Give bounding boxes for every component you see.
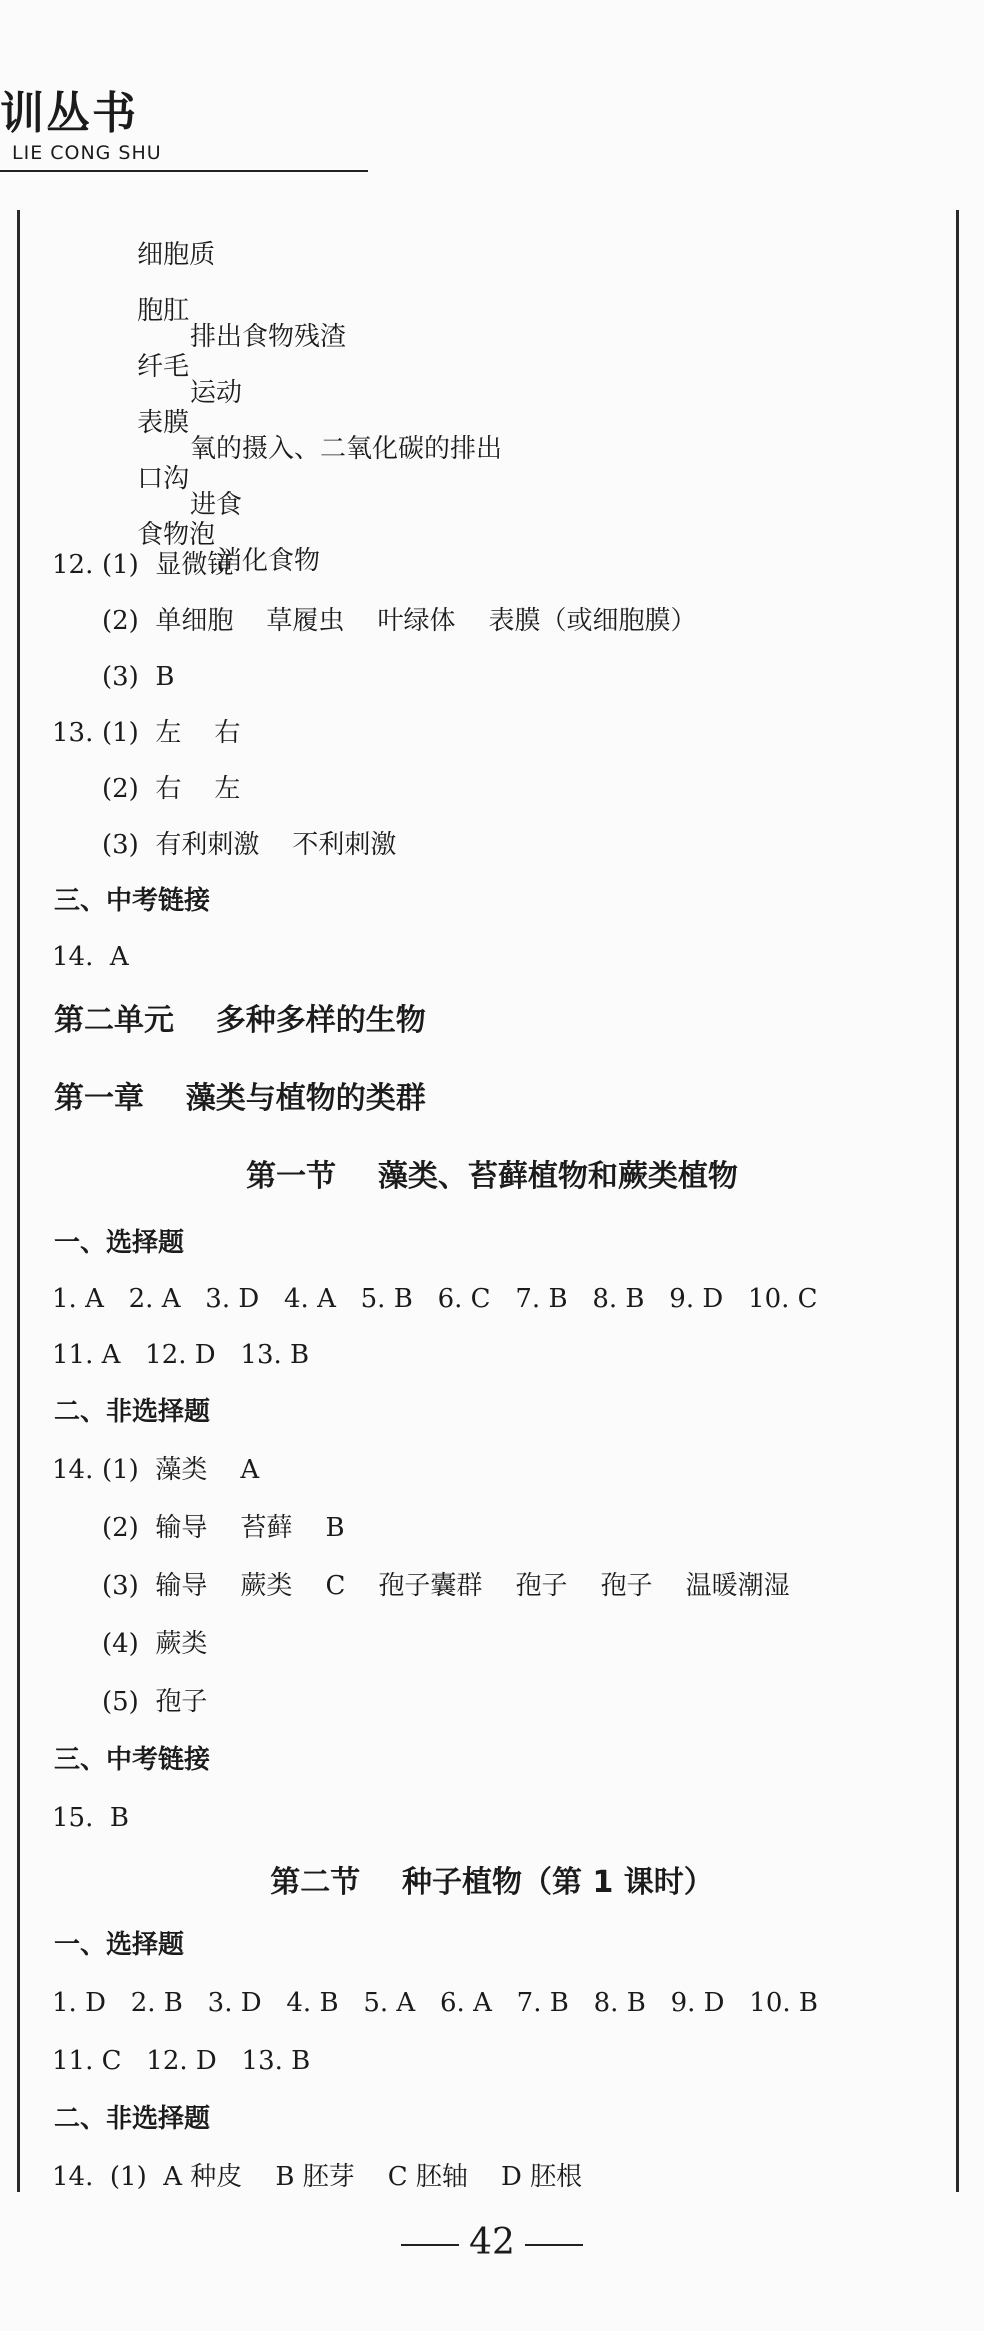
question-13-number: 13. — [52, 718, 94, 748]
lesson-1-q14-part-2: (2) 输导 苔藓 B — [102, 1513, 345, 1543]
lesson-1-q14-number: 14. — [52, 1455, 94, 1485]
question-12-number: 12. — [52, 550, 94, 580]
lesson-2-choice-row-1: 1. D 2. B 3. D 4. B 5. A 6. A 7. B 8. B 9. D 10. B — [52, 1988, 819, 2018]
organelle-function: 运动 — [190, 378, 243, 408]
question-13-part-1: (1) 左 右 — [102, 718, 241, 748]
question-12-part-1: (1) 显微镜 — [102, 550, 234, 580]
question-13-part-2: (2) 右 左 — [102, 774, 241, 804]
series-subtitle: LIE CONG SHU — [12, 142, 162, 164]
lesson-1-title: 第一节 藻类、苔藓植物和蕨类植物 — [246, 1159, 738, 1194]
organelle-name: 食物泡 — [137, 520, 216, 550]
lesson-2-title: 第二节 种子植物（第 1 课时） — [270, 1865, 714, 1900]
lesson-1-choice-row-2: 11. A 12. D 13. B — [52, 1340, 310, 1370]
organelle-name: 细胞质 — [137, 240, 216, 270]
section-heading-exam-link: 三、中考链接 — [54, 886, 211, 916]
question-14-answer: 14. A — [52, 942, 129, 972]
lesson-1-q15-answer: 15. B — [52, 1803, 129, 1833]
organelle-name: 胞肛 — [137, 296, 190, 326]
organelle-function: 氧的摄入、二氧化碳的排出 — [190, 434, 503, 464]
lesson-2-q14-answer: 14. (1) A 种皮 B 胚芽 C 胚轴 D 胚根 — [52, 2162, 583, 2192]
organelle-name: 口沟 — [137, 464, 190, 494]
lesson-1-nonchoice-heading: 二、非选择题 — [54, 1397, 211, 1427]
lesson-1-q14-part-3: (3) 输导 蕨类 C 孢子囊群 孢子 孢子 温暖潮湿 — [102, 1571, 790, 1601]
lesson-2-choice-row-2: 11. C 12. D 13. B — [52, 2046, 311, 2076]
series-title: 训丛书 — [0, 88, 138, 139]
organelle-name: 表膜 — [137, 408, 190, 438]
unit-title: 第二单元 多种多样的生物 — [54, 1003, 426, 1038]
question-12-part-2: (2) 单细胞 草履虫 叶绿体 表膜（或细胞膜） — [102, 606, 697, 636]
page-number-value: 42 — [469, 2222, 515, 2263]
chapter-title: 第一章 藻类与植物的类群 — [54, 1081, 426, 1116]
lesson-1-q14-part-1: (1) 藻类 A — [102, 1455, 260, 1485]
organelle-name: 纤毛 — [137, 352, 190, 382]
page-number — [0, 2222, 984, 2263]
lesson-1-exam-link-heading: 三、中考链接 — [54, 1745, 211, 1775]
lesson-2-nonchoice-heading: 二、非选择题 — [54, 2104, 211, 2134]
organelle-function: 消化食物 — [216, 546, 321, 576]
lesson-1-q14-part-4: (4) 蕨类 — [102, 1629, 208, 1659]
organelle-function: 进食 — [190, 490, 243, 520]
organelle-function: 排出食物残渣 — [190, 322, 347, 352]
page-number-dash-right — [525, 2244, 583, 2246]
lesson-1-choice-row-1: 1. A 2. A 3. D 4. A 5. B 6. C 7. B 8. B 9. D 10. C — [52, 1284, 818, 1314]
lesson-1-choice-heading: 一、选择题 — [54, 1228, 185, 1258]
page-number-dash-left — [401, 2244, 459, 2246]
question-12-part-3: (3) B — [102, 662, 175, 692]
lesson-2-choice-heading: 一、选择题 — [54, 1930, 185, 1960]
question-13-part-3: (3) 有利刺激 不利刺激 — [102, 830, 397, 860]
header-rule — [0, 170, 368, 172]
lesson-1-q14-part-5: (5) 孢子 — [102, 1687, 208, 1717]
